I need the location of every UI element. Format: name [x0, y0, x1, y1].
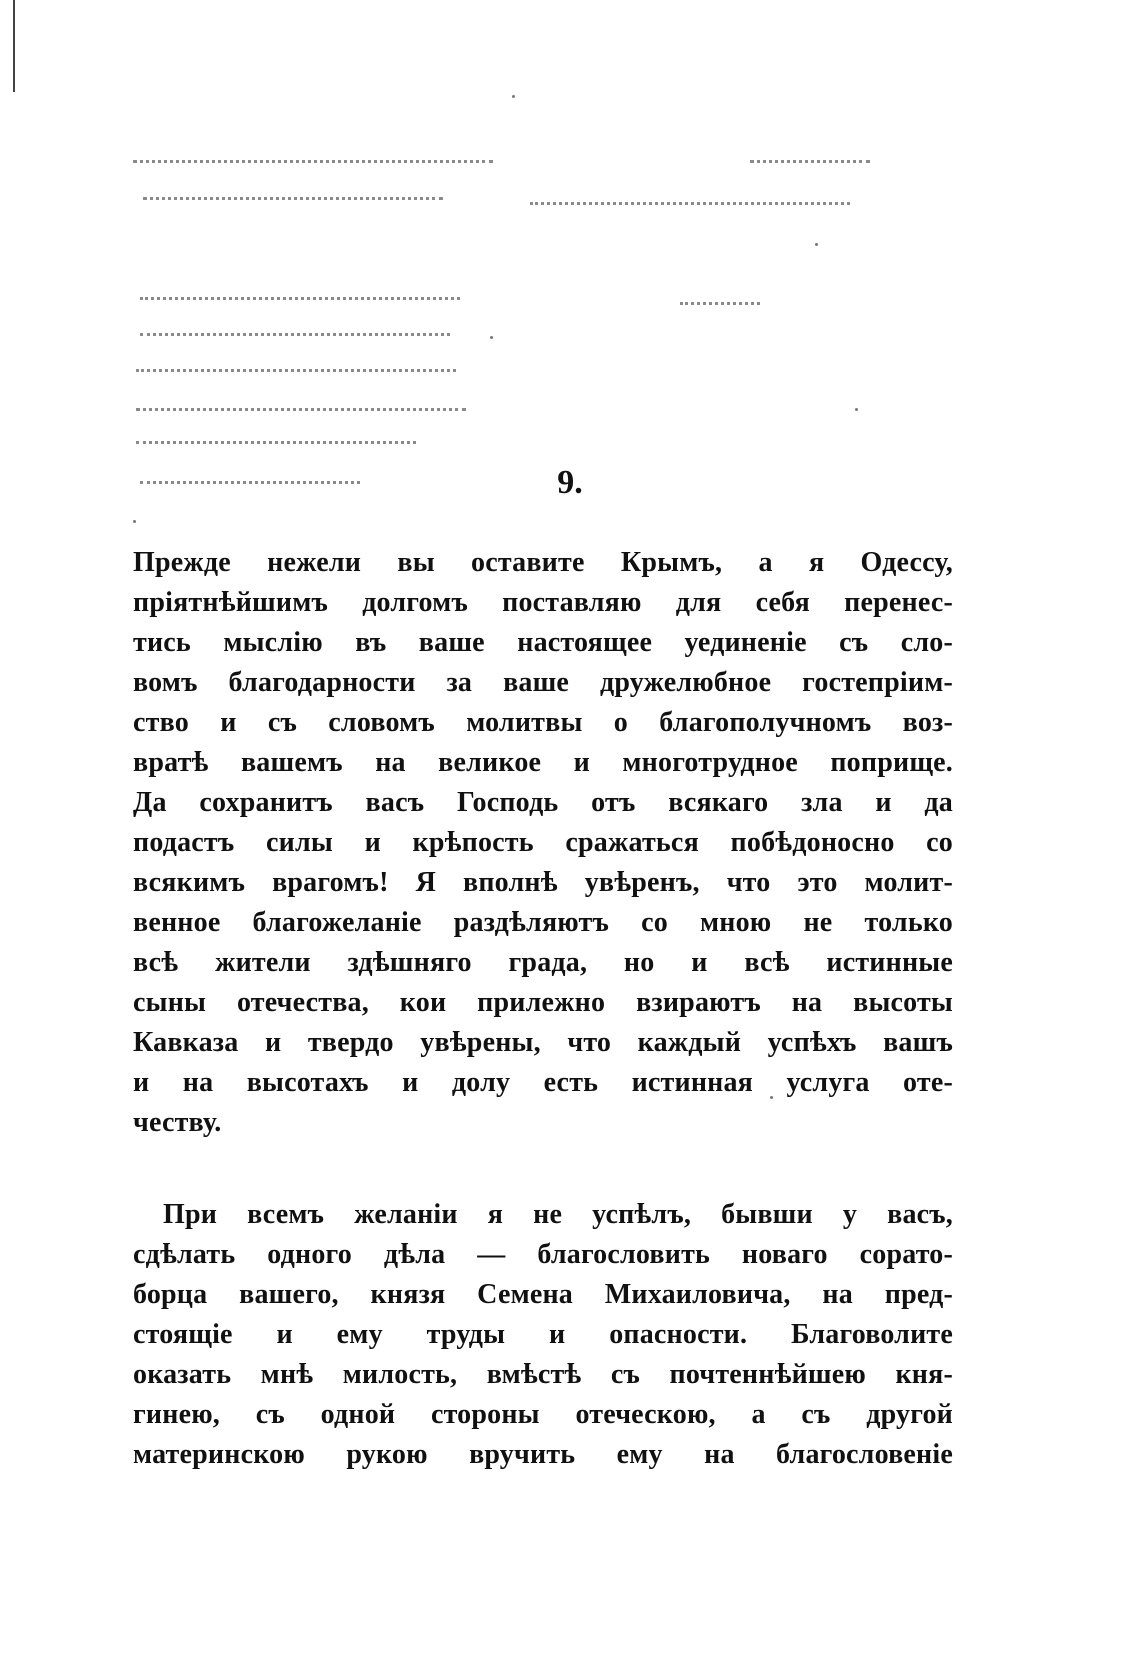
text-line: При всемъ желаніи я не успѣлъ, бывши у васъ,	[163, 1199, 953, 1230]
text-line: венное благожеланіе раздѣляютъ со мною не только	[133, 907, 953, 938]
text-line: Прежде нежели вы оставите Крымъ, а я Одессу,	[133, 547, 953, 578]
text-line: тись мыслію въ ваше настоящее уединеніе съ сло-	[133, 627, 953, 658]
letter-paragraph-2	[133, 1195, 953, 1475]
text-line: борца вашего, князя Семена Михаиловича, на пред-	[133, 1279, 953, 1310]
text-line: вратѣ вашемъ на великое и многотрудное поприще.	[133, 747, 953, 778]
text-line: всѣ жители здѣшняго града, но и всѣ истинные	[133, 947, 953, 978]
text-line: вомъ благодарности за ваше дружелюбное гостепріим-	[133, 667, 953, 698]
text-line: честву.	[133, 1107, 222, 1138]
text-line: гинею, съ одной стороны отеческою, а съ другой	[133, 1399, 953, 1430]
text-line: и на высотахъ и долу есть истинная услуга оте-	[133, 1067, 953, 1098]
text-line: материнскою рукою вручить ему на благословеніе	[133, 1439, 953, 1470]
text-line: подастъ силы и крѣпость сражаться побѣдоносно со	[133, 827, 953, 858]
letter-paragraph-1	[133, 543, 953, 1143]
text-line: оказать мнѣ милость, вмѣстѣ съ почтеннѣйшею кня-	[133, 1359, 953, 1390]
text-line: Кавказа и твердо увѣрены, что каждый успѣхъ вашъ	[133, 1027, 953, 1058]
page-number: 9.	[557, 464, 583, 501]
text-line: стоящіе и ему труды и опасности. Благоволите	[133, 1319, 953, 1350]
text-line: ство и съ словомъ молитвы о благополучномъ воз-	[133, 707, 953, 738]
text-line: всякимъ врагомъ! Я вполнѣ увѣренъ, что это молит-	[133, 867, 953, 898]
text-line: пріятнѣйшимъ долгомъ поставляю для себя перенес-	[133, 587, 953, 618]
text-line: сдѣлать одного дѣла — благословить новаго сорато-	[133, 1239, 953, 1270]
text-line: сыны отечества, кои прилежно взираютъ на высоты	[133, 987, 953, 1018]
text-line: Да сохранитъ васъ Господь отъ всякаго зла и да	[133, 787, 953, 818]
